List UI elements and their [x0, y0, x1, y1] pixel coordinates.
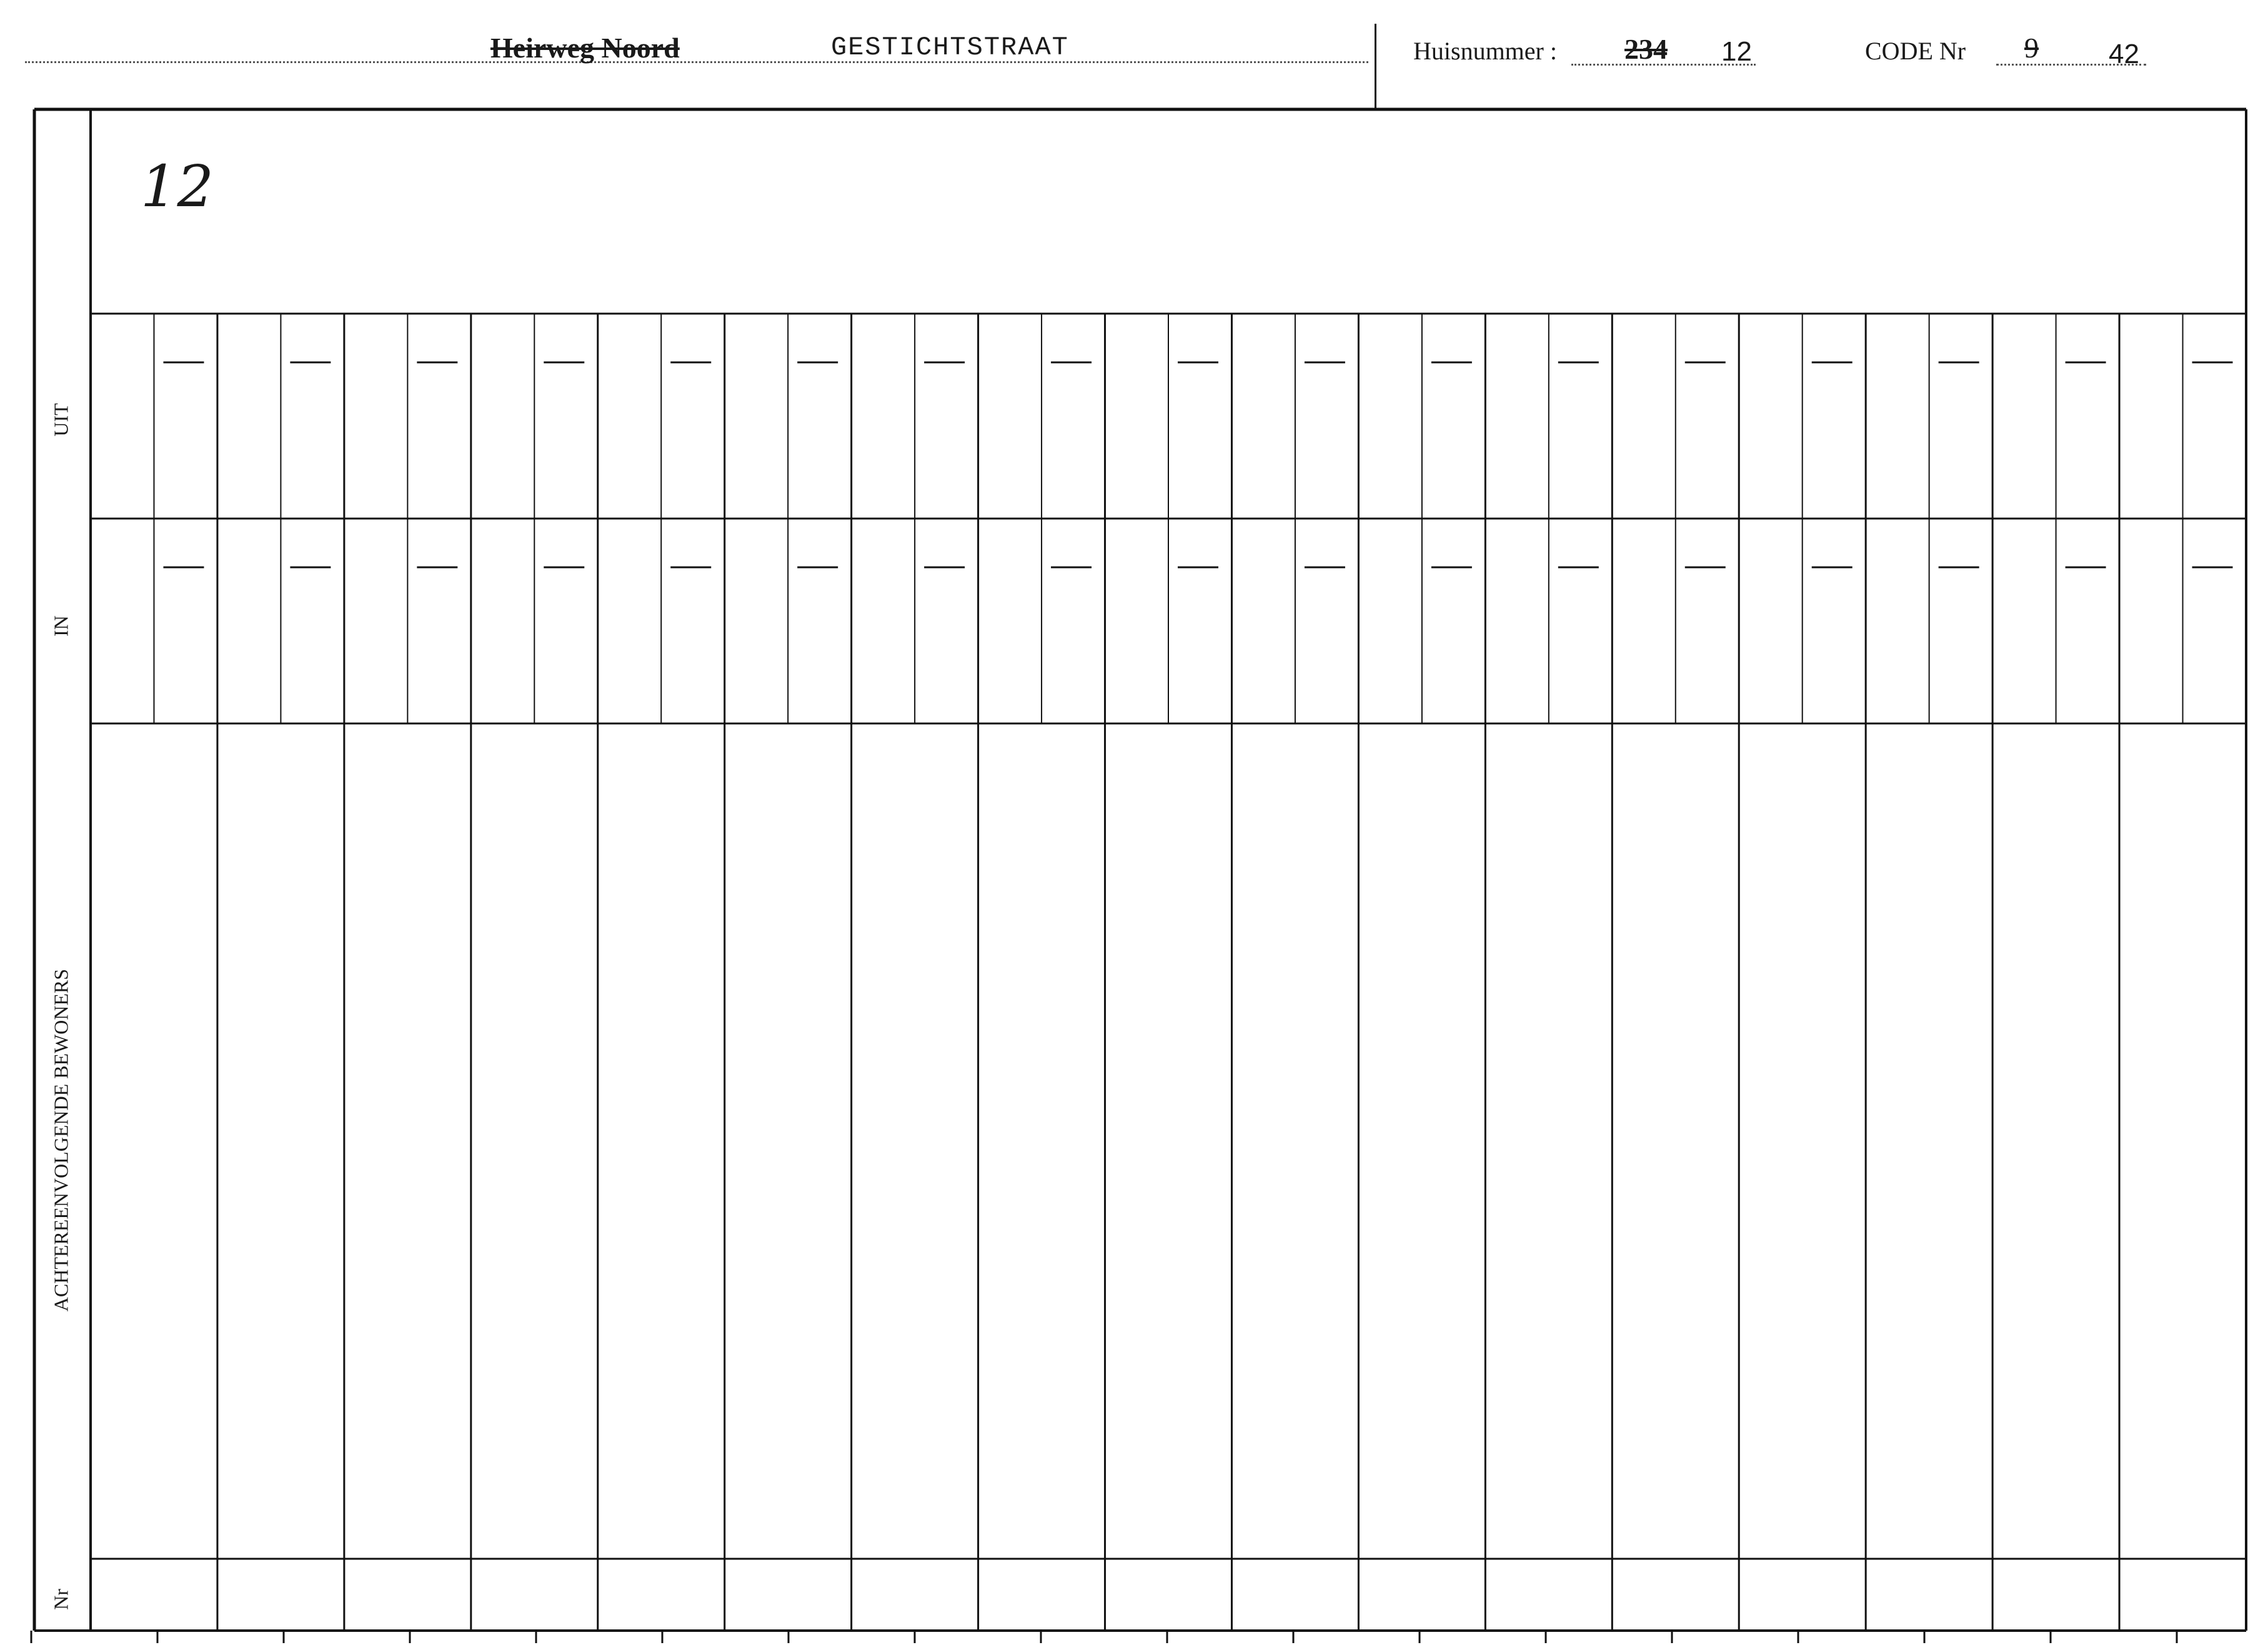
- street-name-old: Heirweg Noord: [490, 32, 680, 64]
- code-number-new: 42: [2109, 39, 2139, 69]
- row-label-out: UIT: [49, 403, 72, 437]
- code-number-old: 9: [2024, 32, 2039, 64]
- code-label: CODE Nr: [1865, 37, 1966, 65]
- row-label-number: Nr: [49, 1589, 72, 1610]
- handwritten-note: 12: [141, 153, 214, 220]
- row-label-residents: ACHTEREENVOLGENDE BEWONERS: [49, 968, 72, 1312]
- house-number-label: Huisnummer :: [1413, 37, 1557, 65]
- house-number-new: 12: [1721, 36, 1752, 67]
- row-label-in: IN: [49, 615, 72, 637]
- street-name-new: GESTICHTSTRAAT: [831, 32, 1069, 62]
- house-number-old: 234: [1624, 33, 1668, 65]
